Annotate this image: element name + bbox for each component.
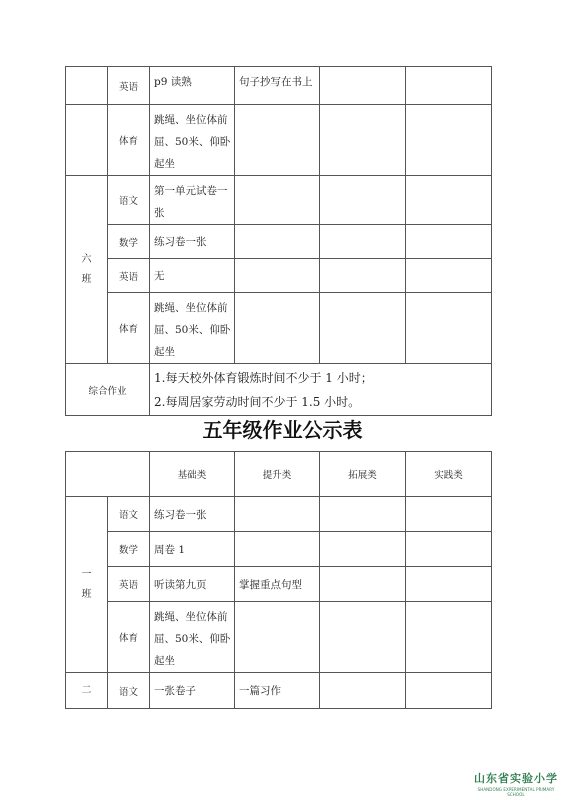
table-row	[66, 673, 492, 709]
practice-cell	[406, 567, 492, 602]
improve-cell: 句子抄写在书上	[235, 67, 320, 105]
basic-cell: p9 读熟	[150, 67, 235, 105]
subject-cell: 语文	[108, 497, 150, 532]
extend-cell	[320, 176, 406, 225]
improve-cell: 一篇习作	[235, 673, 320, 709]
extend-cell	[320, 497, 406, 532]
extend-cell	[320, 293, 406, 364]
comprehensive-notes	[150, 364, 492, 416]
subject-cell: 语文	[108, 176, 150, 225]
basic-cell: 跳绳、坐位体前屈、50米、仰卧起坐	[150, 602, 235, 673]
table-row	[66, 293, 492, 364]
basic-cell: 听读第九页	[150, 567, 235, 602]
table-row	[66, 176, 492, 225]
practice-cell	[406, 532, 492, 567]
extend-cell	[320, 567, 406, 602]
improve-cell	[235, 225, 320, 259]
extend-cell	[320, 602, 406, 673]
basic-cell: 练习卷一张	[150, 225, 235, 259]
basic-cell: 一张卷子	[150, 673, 235, 709]
header-improve: 提升类	[235, 452, 320, 497]
improve-cell	[235, 532, 320, 567]
practice-cell	[406, 497, 492, 532]
note-line: 2.每周居家劳动时间不少于 1.5 小时。	[154, 394, 361, 409]
table-row	[66, 532, 492, 567]
extend-cell	[320, 225, 406, 259]
practice-cell	[406, 602, 492, 673]
school-name: 山东省实验小学	[474, 772, 558, 785]
basic-cell: 跳绳、坐位体前屈、50米、仰卧起坐	[150, 293, 235, 364]
subject-cell: 体育	[108, 602, 150, 673]
subject-cell: 英语	[108, 567, 150, 602]
class-one-cell	[66, 497, 108, 673]
improve-cell: 掌握重点句型	[235, 567, 320, 602]
header-extend: 拓展类	[320, 452, 406, 497]
table-row	[66, 602, 492, 673]
class-label: 一	[81, 568, 92, 580]
improve-cell	[235, 176, 320, 225]
improve-cell	[235, 293, 320, 364]
extend-cell	[320, 105, 406, 176]
improve-cell	[235, 259, 320, 293]
header-practice: 实践类	[406, 452, 492, 497]
practice-cell	[406, 67, 492, 105]
subject-cell: 英语	[108, 67, 150, 105]
basic-cell: 练习卷一张	[150, 497, 235, 532]
improve-cell	[235, 602, 320, 673]
table-row	[66, 67, 492, 105]
basic-cell: 无	[150, 259, 235, 293]
homework-table-top	[65, 66, 492, 416]
extend-cell	[320, 532, 406, 567]
practice-cell	[406, 176, 492, 225]
page-title: 五年级作业公示表	[202, 418, 363, 442]
subject-cell: 数学	[108, 225, 150, 259]
class-cell	[66, 67, 108, 105]
class-label: 六	[81, 253, 92, 265]
basic-cell: 周卷 1	[150, 532, 235, 567]
improve-cell	[235, 497, 320, 532]
table-row	[66, 364, 492, 416]
subject-cell: 体育	[108, 293, 150, 364]
basic-cell: 第一单元试卷一张	[150, 176, 235, 225]
school-subtitle: SHANDONG EXPERIMENTAL PRIMARY SCHOOL	[477, 787, 555, 797]
header-blank	[66, 452, 150, 497]
table-row	[66, 225, 492, 259]
table-row	[66, 259, 492, 293]
comprehensive-label: 综合作业	[66, 364, 150, 416]
subject-cell: 体育	[108, 105, 150, 176]
practice-cell	[406, 673, 492, 709]
table-row	[66, 105, 492, 176]
header-basic: 基础类	[150, 452, 235, 497]
extend-cell	[320, 673, 406, 709]
class-six-cell	[66, 176, 108, 364]
subject-cell: 英语	[108, 259, 150, 293]
header-row	[66, 452, 492, 497]
table-row	[66, 567, 492, 602]
subject-cell: 数学	[108, 532, 150, 567]
homework-table-grade5	[65, 451, 492, 709]
practice-cell	[406, 105, 492, 176]
practice-cell	[406, 293, 492, 364]
note-line: 1.每天校外体育锻炼时间不少于 1 小时；	[154, 370, 373, 385]
class-two-cell: 二	[66, 673, 108, 709]
class-cell	[66, 105, 108, 176]
school-logo	[470, 770, 562, 797]
practice-cell	[406, 259, 492, 293]
improve-cell	[235, 105, 320, 176]
practice-cell	[406, 225, 492, 259]
subject-cell: 语文	[108, 673, 150, 709]
class-label: 班	[81, 273, 92, 285]
basic-cell: 跳绳、坐位体前屈、50米、仰卧起坐	[150, 105, 235, 176]
extend-cell	[320, 259, 406, 293]
table-row	[66, 497, 492, 532]
extend-cell	[320, 67, 406, 105]
class-label: 班	[81, 588, 92, 600]
